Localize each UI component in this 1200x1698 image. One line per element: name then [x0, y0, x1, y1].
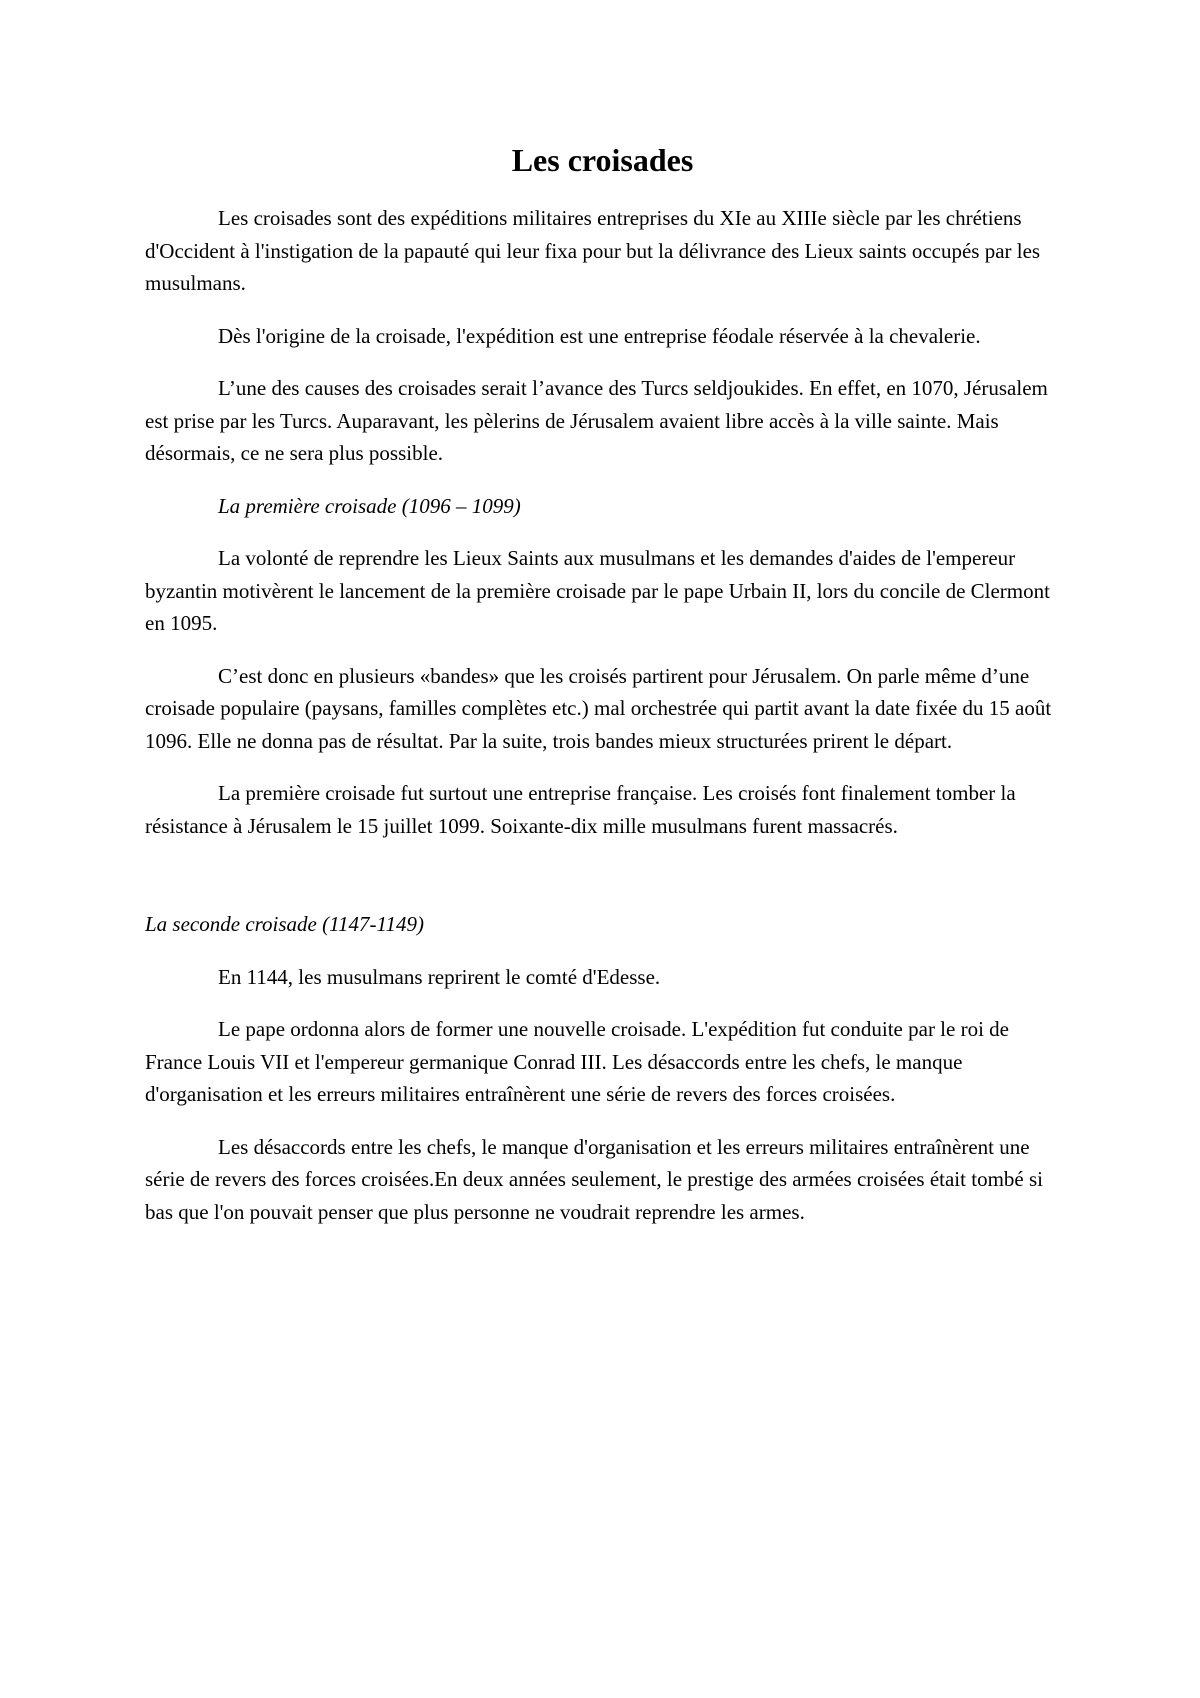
- document-body: [145, 140, 1060, 1248]
- intro-paragraph-3: L’une des causes des croisades serait l’avance des Turcs seldjoukides. En effet, en 1070, Jérusalem est prise par les Turcs. Auparavant, les pèlerins de Jérusalem avaient libre accès à la ville sainte. Mais désormais, ce ne sera plus possible.: [145, 376, 1048, 465]
- first-crusade-paragraph-2: C’est donc en plusieurs «bandes» que les croisés partirent pour Jérusalem. On parle même d’une croisade populaire (paysans, familles complètes etc.) mal orchestrée qui partit avant la date fixée du 15 août 1096. Elle ne donna pas de résultat. Par la suite, trois bandes mieux structurées prirent le départ.: [145, 663, 1052, 753]
- second-crusade-paragraph-2: Le pape ordonna alors de former une nouvelle croisade. L'expédition fut conduite par le roi de France Louis VII et l'empereur germanique Conrad III. Les désaccords entre les chefs, le manque d'organisation et les erreurs militaires entraînèrent une série de revers des forces croisées.: [145, 1017, 1009, 1106]
- first-crusade-paragraph-1: La volonté de reprendre les Lieux Saints aux musulmans et les demandes d'aides de l'empereur byzantin motivèrent le lancement de la première croisade par le pape Urbain II, lors du concile de Clermont en 1095.: [145, 546, 1050, 635]
- section-heading-second-crusade: La seconde croisade (1147-1149): [145, 912, 424, 936]
- intro-paragraph-1: Les croisades sont des expéditions militaires entreprises du XIe au XIIIe siècle par les chrétiens d'Occident à l'instigation de la papauté qui leur fixa pour but la délivrance des Lieux saints occupés par les musulmans.: [145, 206, 1041, 295]
- first-crusade-paragraph-3: La première croisade fut surtout une entreprise française. Les croisés font finalement tomber la résistance à Jérusalem le 15 juillet 1099. Soixante-dix mille musulmans furent massacrés.: [145, 781, 1016, 838]
- intro-paragraph-2: Dès l'origine de la croisade, l'expédition est une entreprise féodale réservée à la chevalerie.: [218, 323, 981, 348]
- document-title: Les croisades: [511, 142, 694, 178]
- section-heading-first-crusade: La première croisade (1096 – 1099): [218, 493, 521, 518]
- second-crusade-paragraph-3: Les désaccords entre les chefs, le manque d'organisation et les erreurs militaires entraînèrent une série de revers des forces croisées.En deux années seulement, le prestige des armées croisées était tombé si bas que l'on pouvait penser que plus personne ne voudrait reprendre les armes.: [145, 1134, 1043, 1224]
- second-crusade-paragraph-1: En 1144, les musulmans reprirent le comté d'Edesse.: [218, 964, 661, 989]
